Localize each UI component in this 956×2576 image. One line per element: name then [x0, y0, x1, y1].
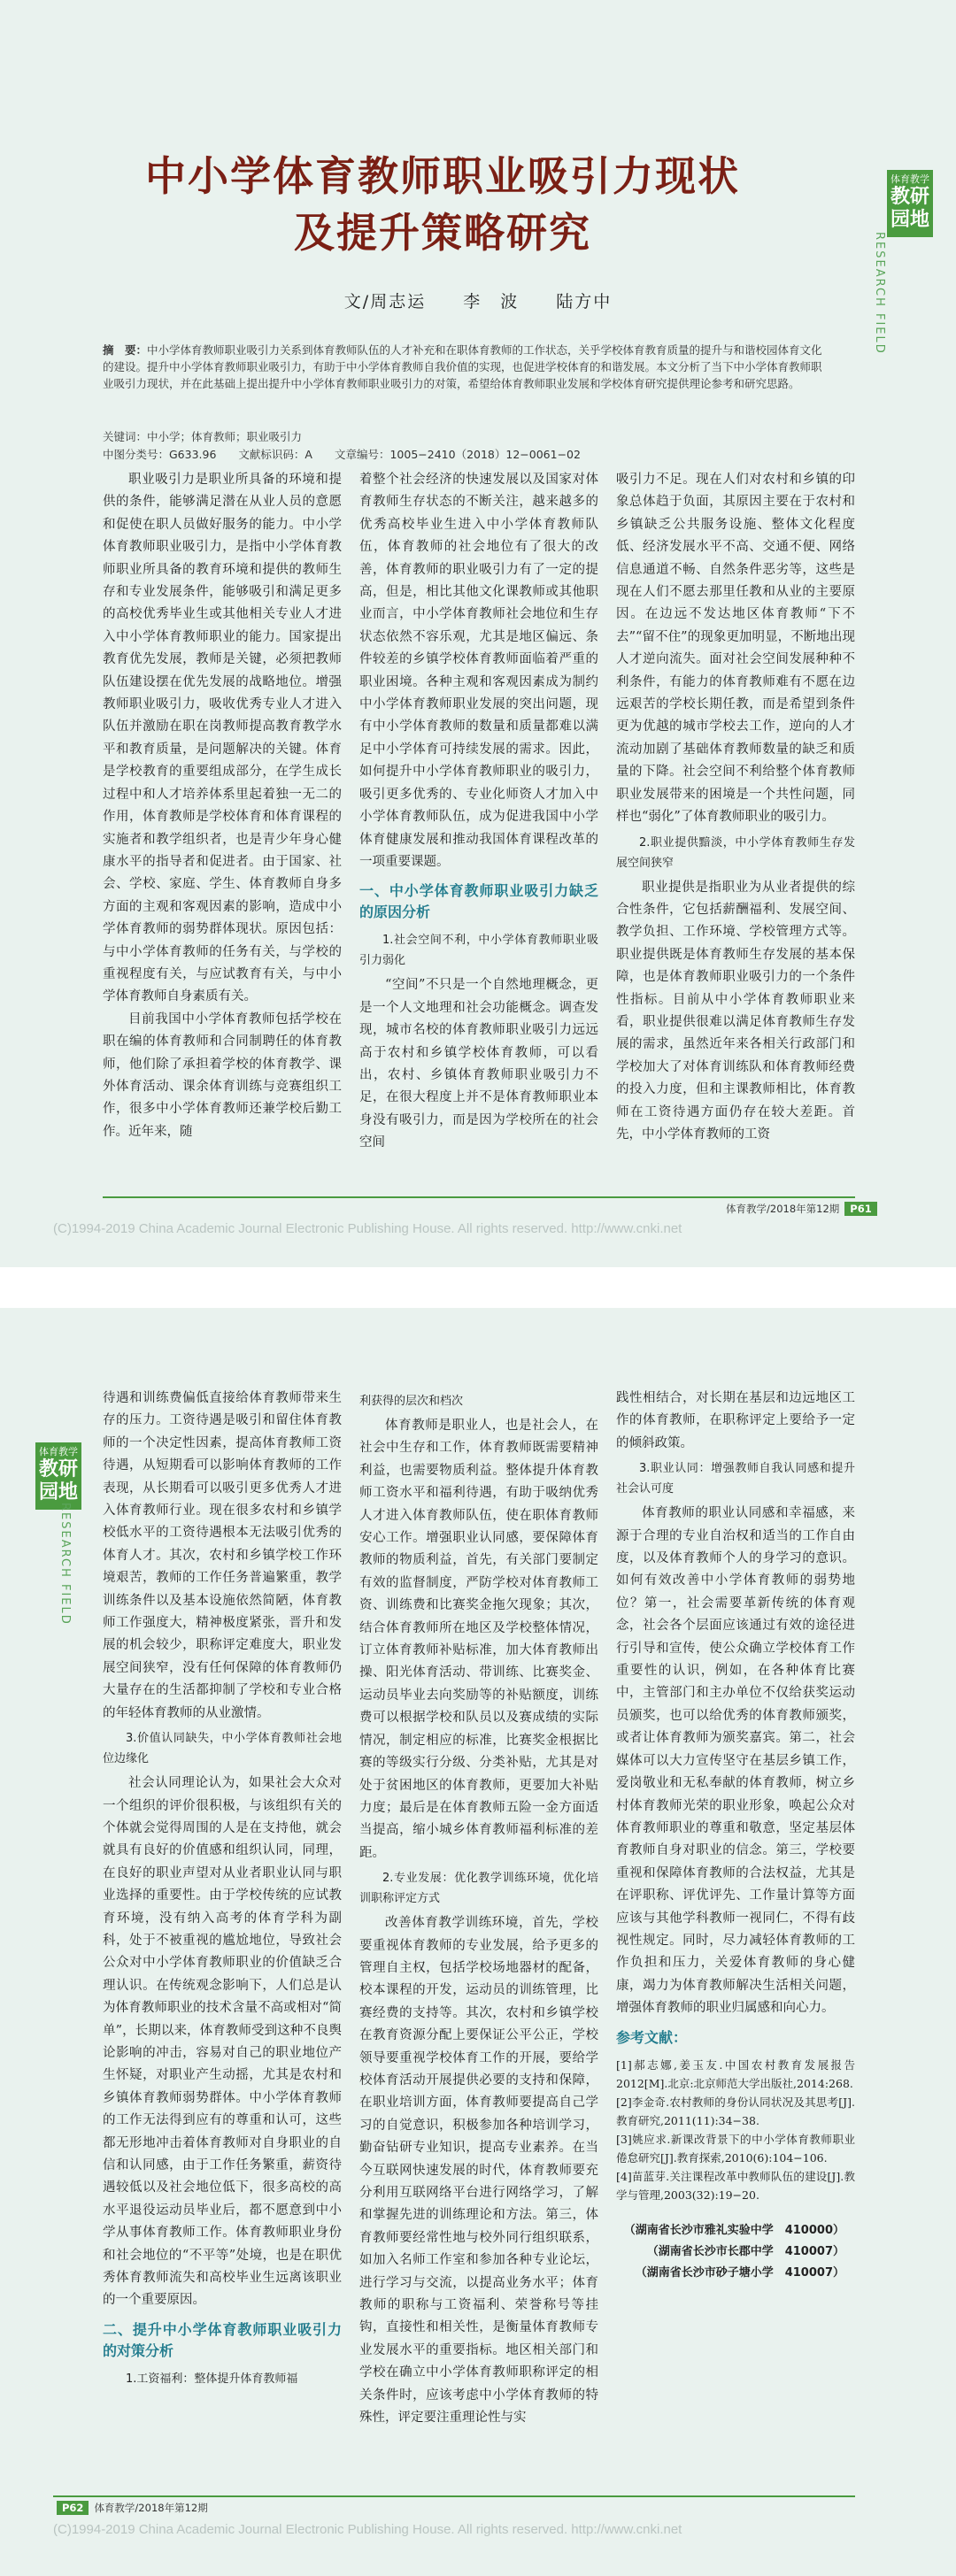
subsection-heading: 2.专业发展：优化教学训练环境，优化培训职称评定方式 — [359, 1872, 598, 1906]
paragraph: 体育教师是职业人，也是社会人，在社会中生存和工作，体育教师既需要精神利益，也需要物质利益。整体提升体育教师工资水平和福利待遇，有助于吸纳优秀人才进入体育教师队伍，使在职体育教师安心工作。增强职业认同感，要保障体育教师的物质利益，首先，有关部门要制定有效的监督制度，严防学校对体育教师工资、训练费和比赛奖金拖欠现象；其次，结合体育教师所在地区及学校整体情况，订立体育教师补贴标准，加大体育教师出操、阳光体育活动、带训练、比赛奖金、运动员毕业去向奖励等的补贴额度，训练费可以根据学校和队员以及赛成绩的实际情况，制定相应的标准，比赛奖金根据比赛的等级实行分级、分类补贴，尤其是对处于贫困地区的体育教师，更要加大补贴力度；最后是在体育教师五险一金方面适当提高，缩小城乡体育教师福利标准的差距。 — [359, 1419, 598, 1860]
reference-item: [2]李金奇.农村教师的身份认同状况及其思考[J].教育研究,2011(11):34−38. — [616, 2095, 855, 2127]
section-tag-english: RESEARCH FIELD — [58, 1503, 72, 1626]
paragraph: 着整个社会经济的快速发展以及国家对体育教师生存状态的不断关注，越来越多的优秀高校毕业生进入中小学体育教师队伍，体育教师的社会地位有了很大的改善，体育教师的职业吸引力有了一定的提高，但是，相比其他文化课教师或其他职业而言，中小学体育教师社会地位和生存状态依然不容乐观，尤其是地区偏远、条件较差的乡镇学校体育教师面临着严重的职业困境。各种主观和客观因素成为制约中小学体育教师职业发展的突出问题，现有中小学体育教师的数量和质量都难以满足中小学体育可持续发展的需求。因此，如何提升中小学体育教师职业的吸引力，吸引更多优秀的、专业化师资人才加入中小学体育教师队伍，成为促进我国中小学体育健康发展和推动我国体育课程改革的一项重要课题。 — [359, 473, 598, 869]
section-tag — [887, 170, 933, 237]
page-footer — [726, 1202, 877, 1216]
reference-item: [4]苗蓝芽.关注课程改革中教师队伍的建设[J].教学与管理,2003(32):19−20. — [616, 2169, 855, 2202]
affiliation: （湖南省长沙市砂子塘小学 410007） — [635, 2265, 844, 2280]
subsection-heading: 2.职业提供黯淡，中小学体育教师生存发展空间狭窄 — [616, 835, 855, 870]
reference-list — [616, 2056, 855, 2204]
authors: 文/周志运 李 波 陆方中 — [343, 292, 613, 311]
paragraph: 践性相结合，对长期在基层和边远地区工作的体育教师，在职称评定上要给予一定的倾斜政策。 — [616, 1391, 855, 1450]
column-2 — [359, 469, 598, 1177]
footer-rule — [53, 2495, 855, 2497]
column-1 — [103, 1388, 342, 2476]
copyright: (C)1994-2019 China Academic Journal Electronic Publishing House. All rights reserved. http://www.cnki.net — [53, 2522, 682, 2537]
page-61 — [0, 0, 956, 1267]
abstract — [103, 342, 829, 392]
column-1 — [103, 469, 342, 1177]
subsection-heading: 3.价值认同缺失，中小学体育教师社会地位边缘化 — [103, 1732, 342, 1766]
reference-item: [1]郝志娜,姜玉友.中国农村教育发展报告2012[M].北京:北京师范大学出版社,2014:268. — [616, 2057, 855, 2090]
keywords: 关键词：中小学；体育教师；职业吸引力 — [103, 430, 303, 443]
abstract-text: 中小学体育教师职业吸引力关系到体育教师队伍的人才补充和在职体育教师的工作状态，关乎学校体育教育质量的提升与和谐校园体育文化的建设。提升中小学体育教师职业吸引力，有助于中小学体育教师自我价值的实现，也促进学校体育的和谐发展。本文分析了当下中小学体育教师职业吸引力现状，并在此基础上提出提升中小学体育教师职业吸引力的对策，希望给体育教师职业发展和学校体育研究提供理论参考和研究思路。 — [103, 343, 822, 390]
section-tag-big: 教研园地 — [38, 1458, 78, 1503]
paragraph: 待遇和训练费偏低直接给体育教师带来生存的压力。工资待遇是吸引和留住体育教师的一个决定性因素，提高体育教师工资待遇，从短期看可以影响体育教师的工作表现，从长期看可以吸引更多优秀人才进入体育教师行业。现在很多农村和乡镇学校低水平的工资待遇根本无法吸引优秀的体育人才。其次，农村和乡镇学校工作环境艰苦，教师的工作任务普遍繁重，教学训练条件以及基本设施依然简陋，体育教师工作强度大，精神极度紧张，晋升和发展的机会较少，职称评定难度大，职业发展空间狭窄，没有任何保障的体育教师仍大量存在的生活都抑制了学校和专业合格的年轻体育教师的从业激情。 — [103, 1391, 342, 1720]
page-number: P61 — [844, 1202, 876, 1216]
section-heading-2: 二、提升中小学体育教师职业吸引力的对策分析 — [103, 2320, 342, 2359]
page-number: P62 — [57, 2501, 89, 2515]
column-2 — [359, 1388, 598, 2476]
classification: 中图分类号：G633.96 文献标识码：A 文章编号：1005−2410（2018）12−0061−02 — [103, 448, 581, 461]
footer-rule — [103, 1196, 855, 1198]
page-footer — [57, 2501, 208, 2515]
paragraph: 职业吸引力是职业所具备的环境和提供的条件，能够满足潜在从业人员的意愿和促使在职人员做好服务的能力。中小学体育教师职业吸引力，是指中小学体育教师职业所具备的教育环境和提供的教师生存和专业发展条件，能够吸引和满足更多的高校优秀毕业生或其他相关专业人才进入中小学体育教师职业的能力。国家提出教育优先发展，教师是关键，必须把教师队伍建设摆在优先发展的战略地位。增强教师职业吸引力，吸收优秀专业人才进入队伍并激励在职在岗教师提高教育教学水平和教育质量，是问题解决的关键。体育是学校教育的重要组成部分，在学生成长过程中和人才培养体系里起着独一无二的作用，体育教师是学校体育和体育课程的实施者和教学组织者，也是青少年身心健康水平的指导者和促进者。由于国家、社会、学校、家庭、学生、体育教师自身多方面的主观和客观因素的影响，造成中小学体育教师的弱势群体现状。原因包括：与中小学体育教师的任务有关，与学校的重视程度有关，与应试教育有关，与中小学体育教师自身素质有关。 — [103, 473, 342, 1004]
paragraph: 职业提供是指职业为从业者提供的综合性条件，它包括薪酬福利、发展空间、教学负担、工作环境、学校管理方式等。职业提供既是体育教师生存发展的基本保障，也是体育教师职业吸引力的一个条件性指标。目前从中小学体育教师职业来看，职业提供很难以满足体育教师生存发展的需求，虽然近年来各相关行政部门和学校加大了对体育训练队和体育教师经费的投入力度，但和主课教师相比，体育教师在工资待遇方面仍存在较大差距。首先，中小学体育教师的工资 — [616, 880, 855, 1142]
section-tag-big: 教研园地 — [890, 186, 929, 231]
subsection-heading-cont: 利获得的层次和档次 — [359, 1395, 464, 1408]
section-tag-english: RESEARCH FIELD — [873, 232, 886, 355]
paragraph: 社会认同理论认为，如果社会大众对一个组织的评价很积极，与该组织有关的个体就会觉得周围的人是在支持他，就会就具有良好的价值感和组织认同，同理，在良好的职业声望对从业者职业认同与职业选择的重要性。由于学校传统的应试教育环境，没有纳入高考的体育学科为副科，处于不被重视的尴尬地位，导致社会公众对中小学体育教师职业的价值缺乏合理认识。在传统观念影响下，人们总是认为体育教师职业的技术含量不高或相对“简单”，长期以来，体育教师受到这种不良舆论影响的冲击，容易对自己的职业地位产生怀疑，对职业产生动摇，尤其是农村和乡镇体育教师弱势群体。中小学体育教师的工作无法得到应有的尊重和认可，这些都无形地冲击着体育教师对自身职业的自信和认同感，由于工作任务繁重，薪资待遇较低以及社会地位低下，很多高校的高水平退役运动员毕业后，都不愿意到中小学从事体育教师工作。体育教师职业身份和社会地位的“不平等”处境，也是在职优秀体育教师流失和高校毕业生远离该职业的一个重要原因。 — [103, 1776, 342, 2308]
column-3 — [616, 469, 855, 1177]
reference-item: [3]姚应求.新课改背景下的中小学体育教师职业倦怠研究[J].教育探索,2010(6):104−106. — [616, 2132, 855, 2165]
column-3 — [616, 1388, 855, 2476]
subsection-heading: 1.工资福利：整体提升体育教师福 — [126, 2372, 298, 2386]
article-title-line1: 中小学体育教师职业吸引力现状 — [145, 152, 740, 200]
references-heading: 参考文献： — [616, 2028, 688, 2046]
footer-text: 体育教学/2018年第12期 — [94, 2502, 208, 2514]
abstract-label: 摘 要： — [103, 343, 148, 357]
page-62 — [0, 1308, 956, 2576]
section-heading-1: 一、中小学体育教师职业吸引力缺乏的原因分析 — [359, 882, 598, 921]
paragraph: 体育教师的职业认同感和幸福感，来源于合理的专业自治权和适当的工作自由度，以及体育教师个人的身学习的意识。如何有效改善中小学体育教师的弱势地位？第一，社会需要革新传统的体育观念，社会各个层面应该通过有效的途径进行引导和宣传，使公众确立学校体育工作重要性的认识，例如，在各种体育比赛中，主管部门和主办单位不仅给获奖运动员颁奖，也可以给优秀的体育教师颁奖，或者让体育教师为颁奖嘉宾。第二，社会媒体可以大力宣传坚守在基层乡镇工作，爱岗敬业和无私奉献的体育教师，树立乡村体育教师光荣的职业形象，唤起公众对体育教师职业的尊重和敬意，坚定基层体育教师自身对职业的信念。第三，学校要重视和保障体育教师的合法权益，尤其是在评职称、评优评先、工作量计算等方面应该与其他学科教师一视同仁，不得有歧视性规定。同时，尽力减轻体育教师的工作负担和压力，关爱体育教师的身心健康，竭力为体育教师解决生活相关问题，增强体育教师的职业归属感和向心力。 — [616, 1506, 855, 2016]
paragraph: “空间”不只是一个自然地理概念，更是一个人文地理和社会功能概念。调查发现，城市名校的体育教师职业吸引力远远高于农村和乡镇学校体育教师，可以看出，农村、乡镇体育教师职业吸引力不足，在很大程度上并不是体育教师职业本身没有吸引力，而是因为学校所在的社会空间 — [359, 978, 598, 1150]
page-gap — [0, 1267, 956, 1308]
affiliation: （湖南省长沙市雅礼实验中学 410000） — [623, 2223, 844, 2237]
paragraph: 改善体育教学训练环境，首先，学校要重视体育教师的专业发展，给予更多的管理自主权，包括学校场地器材的配备，校本课程的开发，运动员的训练管理，比赛经费的支持等。其次，农村和乡镇学校在教育资源分配上要保证公平公正，学校领导要重视学校体育工作的开展，要给学校体育活动开展提供必要的支持和保障，在职业培训方面，体育教师要提高自己学习的自觉意识，积极参加各种培训学习，勤奋钻研专业知识，提高专业素养。在当今互联网快速发展的时代，体育教师要充分利用互联网络平台进行网络学习，了解和掌握先进的训练理论和方法。第三，体育教师要经常性地与校外同行组织联系，如加入名师工作室和参加各种专业论坛，进行学习与交流，以提高业务水平；体育教师的职称与工资福利、荣誉称号等挂钩，直接性和相关性，是衡量体育教师专业发展水平的重要指标。地区相关部门和学校在确立中小学体育教师职称评定的相关条件时，应该考虑中小学体育教师的特殊性，评定要注重理论性与实 — [359, 1916, 598, 2426]
article-title-line2: 及提升策略研究 — [294, 209, 591, 257]
section-tag-small: 体育教学 — [890, 173, 929, 185]
affiliation: （湖南省长沙市长郡中学 410007） — [646, 2244, 844, 2258]
subsection-heading: 3.职业认同：增强教师自我认同感和提升社会认可度 — [616, 1462, 855, 1496]
paragraph: 吸引力不足。现在人们对农村和乡镇的印象总体趋于负面，其原因主要在于农村和乡镇缺乏公共服务设施、整体文化程度低、经济发展水平不高、交通不便、网络信息通道不畅、自然条件恶劣等，这些是现在人们不愿去那里任教和从业的主要原因。在边远不发达地区体育教师“下不去”“留不住”的现象更加明显，不断地出现人才逆向流失。面对社会空间发展种种不利条件，有能力的体育教师难有不愿在边远艰苦的学校长期任教，而是希望到条件更为优越的城市学校去工作，逆向的人才流动加剧了基础体育教师数量的缺乏和质量的下降。社会空间不利给整个体育教师职业发展带来的困境是一个共性问题，同样也“弱化”了体育教师职业的吸引力。 — [616, 473, 855, 825]
copyright: (C)1994-2019 China Academic Journal Electronic Publishing House. All rights reserved. http://www.cnki.net — [53, 1221, 682, 1236]
footer-text: 体育教学/2018年第12期 — [726, 1203, 840, 1215]
section-tag — [35, 1442, 81, 1510]
paragraph: 目前我国中小学体育教师包括学校在职在编的体育教师和合同制聘任的体育教师，他们除了承担着学校的体育教学、课外体育活动、课余体育训练与竞赛组织工作，很多中小学体育教师还兼学校后勤工作。近年来，随 — [103, 1011, 342, 1139]
section-tag-small: 体育教学 — [39, 1446, 78, 1457]
subsection-heading: 1.社会空间不利，中小学体育教师职业吸引力弱化 — [359, 934, 598, 968]
